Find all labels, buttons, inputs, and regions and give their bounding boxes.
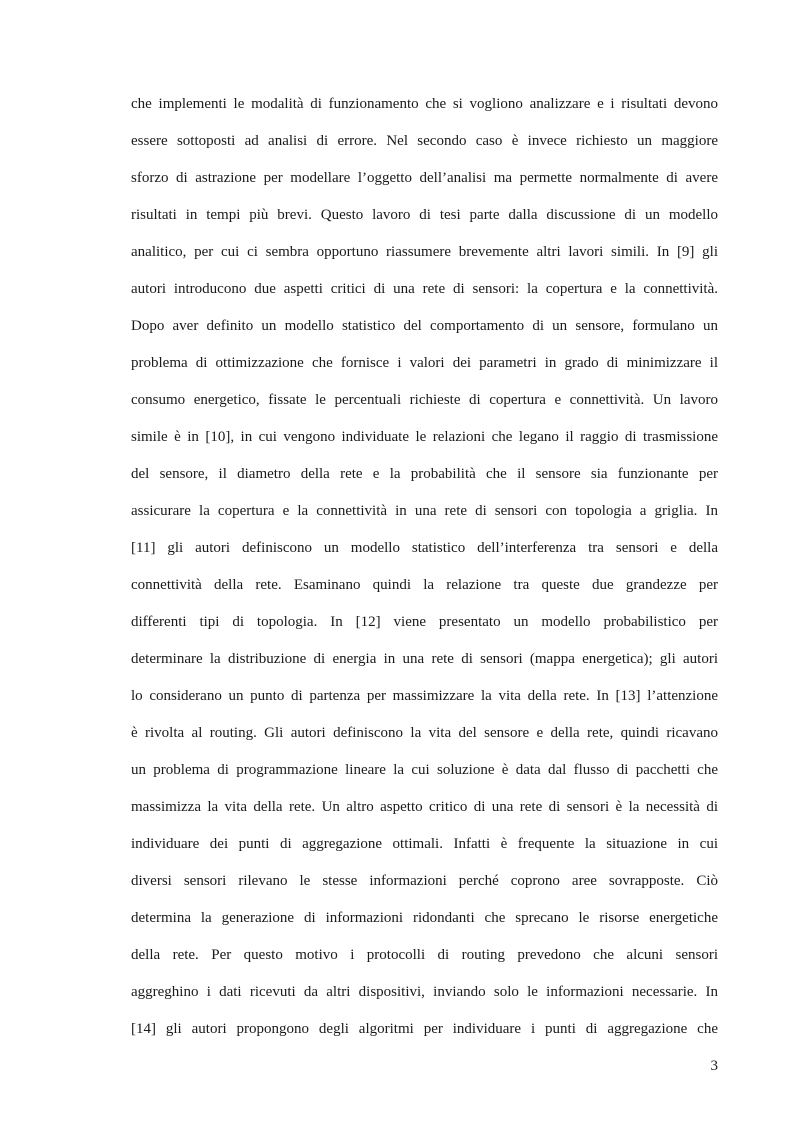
text-line: Dopo aver definito un modello statistico del comportamento di un sensore, formulano un (131, 318, 718, 334)
text-line: simile è in [10], in cui vengono individuate le relazioni che legano il raggio di trasmissione (131, 429, 718, 445)
text-line: che implementi le modalità di funzionamento che si vogliono analizzare e i risultati devono (131, 96, 718, 112)
text-line: differenti tipi di topologia. In [12] viene presentato un modello probabilistico per (131, 614, 718, 630)
text-line: autori introducono due aspetti critici di una rete di sensori: la copertura e la connettività. (131, 281, 718, 297)
text-line: un problema di programmazione lineare la cui soluzione è data dal flusso di pacchetti che (131, 762, 718, 778)
body-paragraph (131, 93, 718, 1055)
text-line: massimizza la vita della rete. Un altro aspetto critico di una rete di sensori è la necessità di (131, 799, 718, 815)
page-number: 3 (710, 1058, 718, 1074)
text-line: analitico, per cui ci sembra opportuno riassumere brevemente altri lavori simili. In [9] gli (131, 244, 718, 260)
text-line: essere sottoposti ad analisi di errore. Nel secondo caso è invece richiesto un maggiore (131, 133, 718, 149)
text-line: connettività della rete. Esaminano quindi la relazione tra queste due grandezze per (131, 577, 718, 593)
text-line: è rivolta al routing. Gli autori definiscono la vita del sensore e della rete, quindi ricavano (131, 725, 718, 741)
text-line: determina la generazione di informazioni ridondanti che sprecano le risorse energetiche (131, 910, 718, 926)
text-line: consumo energetico, fissate le percentuali richieste di copertura e connettività. Un lavoro (131, 392, 718, 408)
text-line: risultati in tempi più brevi. Questo lavoro di tesi parte dalla discussione di un modello (131, 207, 718, 223)
text-line: assicurare la copertura e la connettività in una rete di sensori con topologia a griglia. In (131, 503, 718, 519)
text-line: determinare la distribuzione di energia in una rete di sensori (mappa energetica); gli autori (131, 651, 718, 667)
text-line: sforzo di astrazione per modellare l’oggetto dell’analisi ma permette normalmente di avere (131, 170, 718, 186)
text-line: problema di ottimizzazione che fornisce i valori dei parametri in grado di minimizzare il (131, 355, 718, 371)
text-line: individuare dei punti di aggregazione ottimali. Infatti è frequente la situazione in cui (131, 836, 718, 852)
text-line: lo considerano un punto di partenza per massimizzare la vita della rete. In [13] l’attenzione (131, 688, 718, 704)
text-line: [14] gli autori propongono degli algoritmi per individuare i punti di aggregazione che (131, 1021, 718, 1037)
text-line: [11] gli autori definiscono un modello statistico dell’interferenza tra sensori e della (131, 540, 718, 556)
text-line: della rete. Per questo motivo i protocolli di routing prevedono che alcuni sensori (131, 947, 718, 963)
text-line: del sensore, il diametro della rete e la probabilità che il sensore sia funzionante per (131, 466, 718, 482)
text-line: aggreghino i dati ricevuti da altri dispositivi, inviando solo le informazioni necessarie. In (131, 984, 718, 1000)
text-line: diversi sensori rilevano le stesse informazioni perché coprono aree sovrapposte. Ciò (131, 873, 718, 889)
